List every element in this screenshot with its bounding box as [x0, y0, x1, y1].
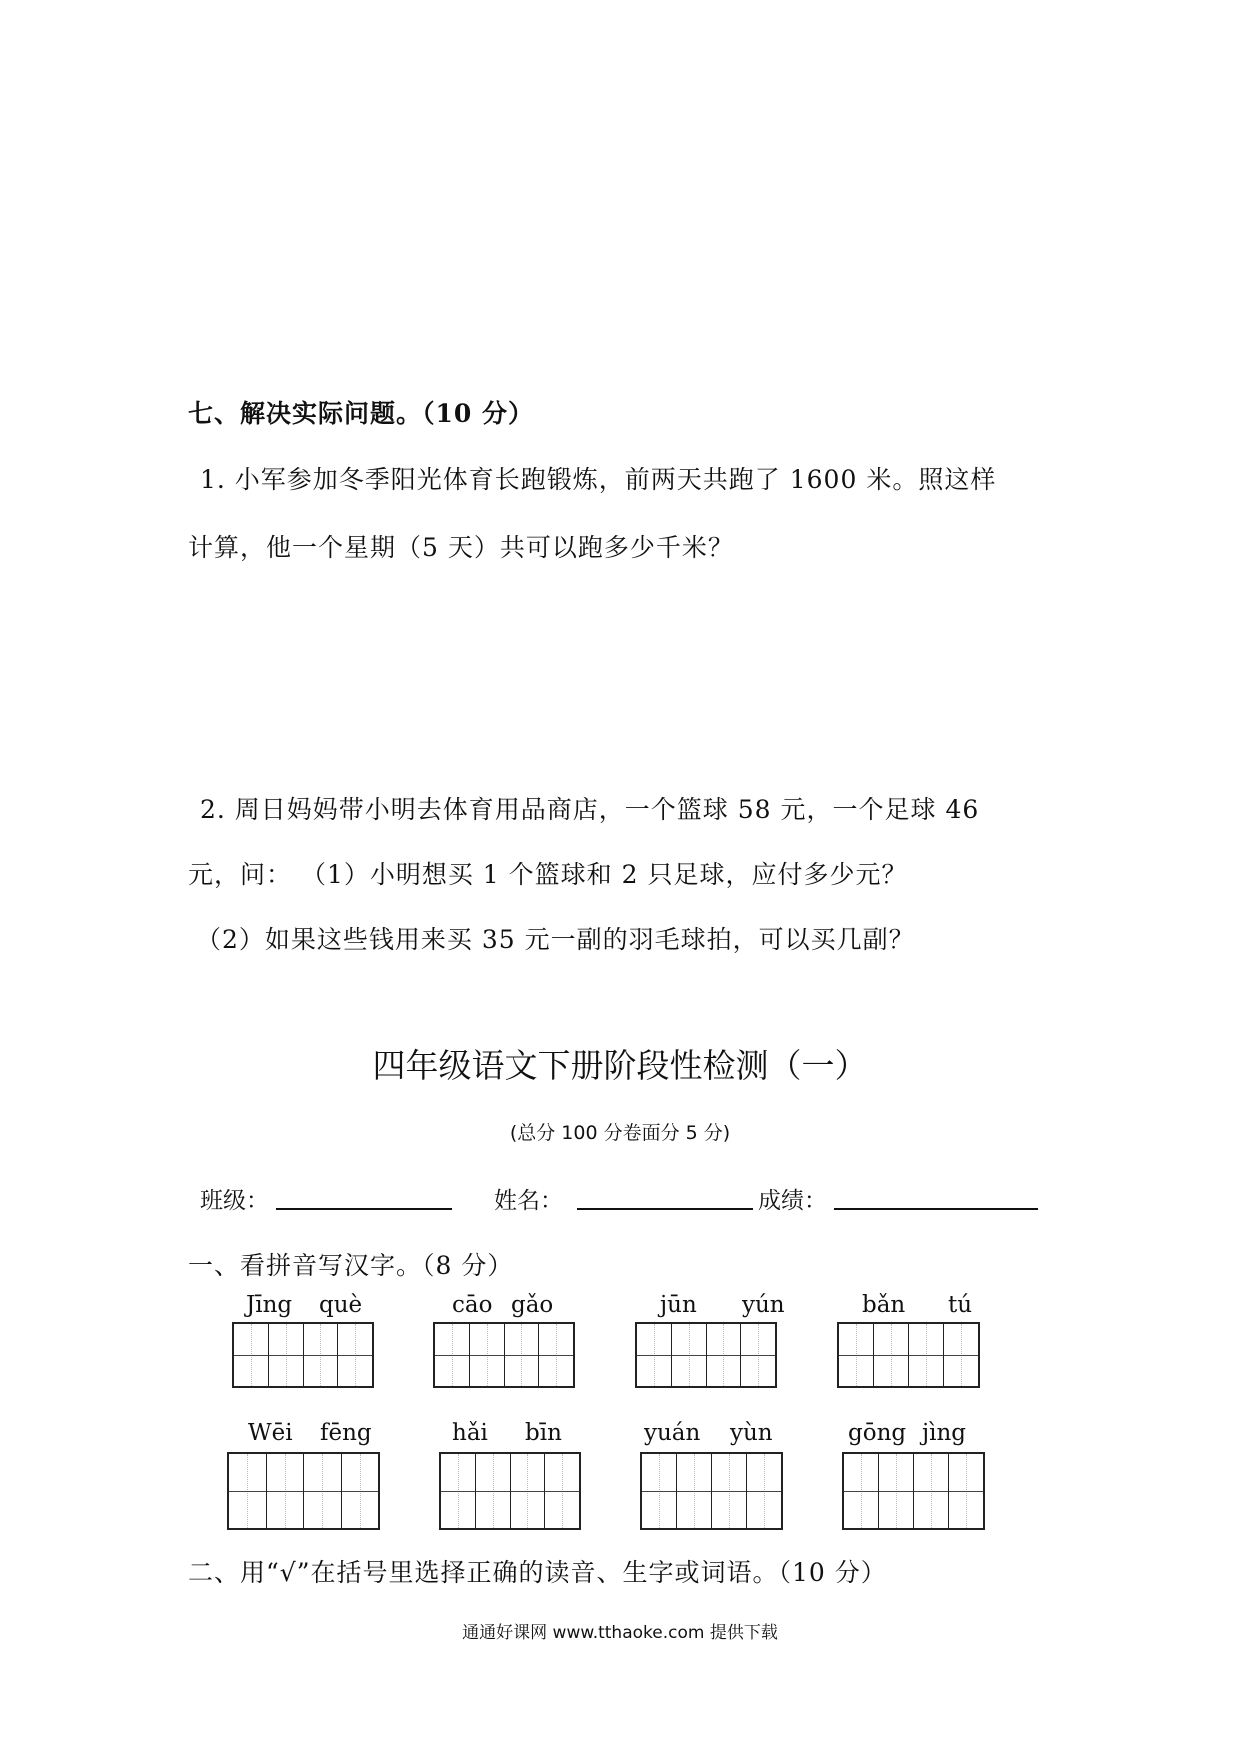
grid-cell[interactable] [304, 1454, 342, 1528]
character-grid[interactable] [635, 1322, 777, 1388]
pinyin-label: jìng [922, 1420, 967, 1446]
grid-cell[interactable] [269, 1324, 304, 1386]
grid-cell[interactable] [914, 1454, 949, 1528]
exam-subtitle: (总分 100 分卷面分 5 分) [509, 1122, 731, 1144]
pinyin-label: Wēi [248, 1420, 293, 1446]
grid-cell[interactable] [338, 1324, 372, 1386]
part-2-heading: 二、用“√”在括号里选择正确的读音、生字或词语。（10 分） [188, 1558, 887, 1587]
character-grid[interactable] [640, 1452, 783, 1530]
grid-cell[interactable] [637, 1324, 672, 1386]
pinyin-label: cāo [452, 1292, 493, 1318]
pinyin-label: hǎi [452, 1420, 488, 1446]
question-2-line-2: 元，问： （1）小明想买 1 个篮球和 2 只足球，应付多少元？ [188, 860, 908, 889]
score-label: 成绩： [758, 1188, 827, 1214]
grid-cell[interactable] [909, 1324, 944, 1386]
grid-cell[interactable] [505, 1324, 540, 1386]
grid-cell[interactable] [879, 1454, 914, 1528]
grid-cell[interactable] [949, 1454, 983, 1528]
grid-cell[interactable] [707, 1324, 742, 1386]
grid-cell[interactable] [267, 1454, 305, 1528]
pinyin-label: yùn [730, 1420, 773, 1446]
grid-cell[interactable] [874, 1324, 909, 1386]
question-1-line-1: 1. 小军参加冬季阳光体育长跑锻炼，前两天共跑了 1600 米。照这样 [200, 465, 997, 494]
character-grid[interactable] [433, 1322, 575, 1388]
name-blank[interactable] [577, 1208, 753, 1210]
section-7-heading: 七、解决实际问题。（10 分） [188, 399, 534, 428]
pinyin-label: gōng [848, 1420, 907, 1446]
grid-cell[interactable] [944, 1324, 978, 1386]
pinyin-label: tú [948, 1292, 973, 1318]
grid-cell[interactable] [304, 1324, 339, 1386]
pinyin-label: Jīng [246, 1292, 293, 1318]
pinyin-label: yuán [644, 1420, 701, 1446]
class-blank[interactable] [276, 1208, 452, 1210]
character-grid[interactable] [837, 1322, 980, 1388]
question-2-line-1: 2. 周日妈妈带小明去体育用品商店，一个篮球 58 元，一个足球 46 [200, 795, 980, 824]
question-2-line-3: （2）如果这些钱用来买 35 元一副的羽毛球拍，可以买几副？ [196, 925, 915, 954]
pinyin-label: bīn [525, 1420, 562, 1446]
grid-cell[interactable] [441, 1454, 476, 1528]
question-1-line-2: 计算，他一个星期（5 天）共可以跑多少千米？ [188, 533, 734, 562]
grid-cell[interactable] [476, 1454, 511, 1528]
grid-cell[interactable] [712, 1454, 747, 1528]
grid-cell[interactable] [741, 1324, 775, 1386]
grid-cell[interactable] [539, 1324, 573, 1386]
grid-cell[interactable] [234, 1324, 269, 1386]
character-grid[interactable] [439, 1452, 581, 1530]
grid-cell[interactable] [229, 1454, 267, 1528]
pinyin-label: jūn [660, 1292, 697, 1318]
pinyin-label: yún [742, 1292, 785, 1318]
grid-cell[interactable] [839, 1324, 874, 1386]
pinyin-label: bǎn [862, 1292, 906, 1318]
character-grid[interactable] [232, 1322, 374, 1388]
grid-cell[interactable] [844, 1454, 879, 1528]
grid-cell[interactable] [342, 1454, 379, 1528]
pinyin-label: què [319, 1292, 363, 1318]
grid-cell[interactable] [545, 1454, 579, 1528]
grid-cell[interactable] [511, 1454, 546, 1528]
class-label: 班级： [200, 1188, 269, 1214]
score-blank[interactable] [834, 1208, 1038, 1210]
grid-cell[interactable] [642, 1454, 677, 1528]
footer-text: 通通好课网 www.tthaoke.com 提供下载 [462, 1623, 778, 1643]
name-label: 姓名： [494, 1188, 563, 1214]
character-grid[interactable] [842, 1452, 985, 1530]
grid-cell[interactable] [677, 1454, 712, 1528]
pinyin-label: gǎo [511, 1292, 554, 1318]
part-1-heading: 一、看拼音写汉字。（8 分） [188, 1251, 514, 1280]
grid-cell[interactable] [672, 1324, 707, 1386]
character-grid[interactable] [227, 1452, 380, 1530]
grid-cell[interactable] [470, 1324, 505, 1386]
pinyin-label: fēng [320, 1420, 372, 1446]
exam-title: 四年级语文下册阶段性检测（一） [372, 1046, 868, 1085]
grid-cell[interactable] [435, 1324, 470, 1386]
grid-cell[interactable] [747, 1454, 781, 1528]
